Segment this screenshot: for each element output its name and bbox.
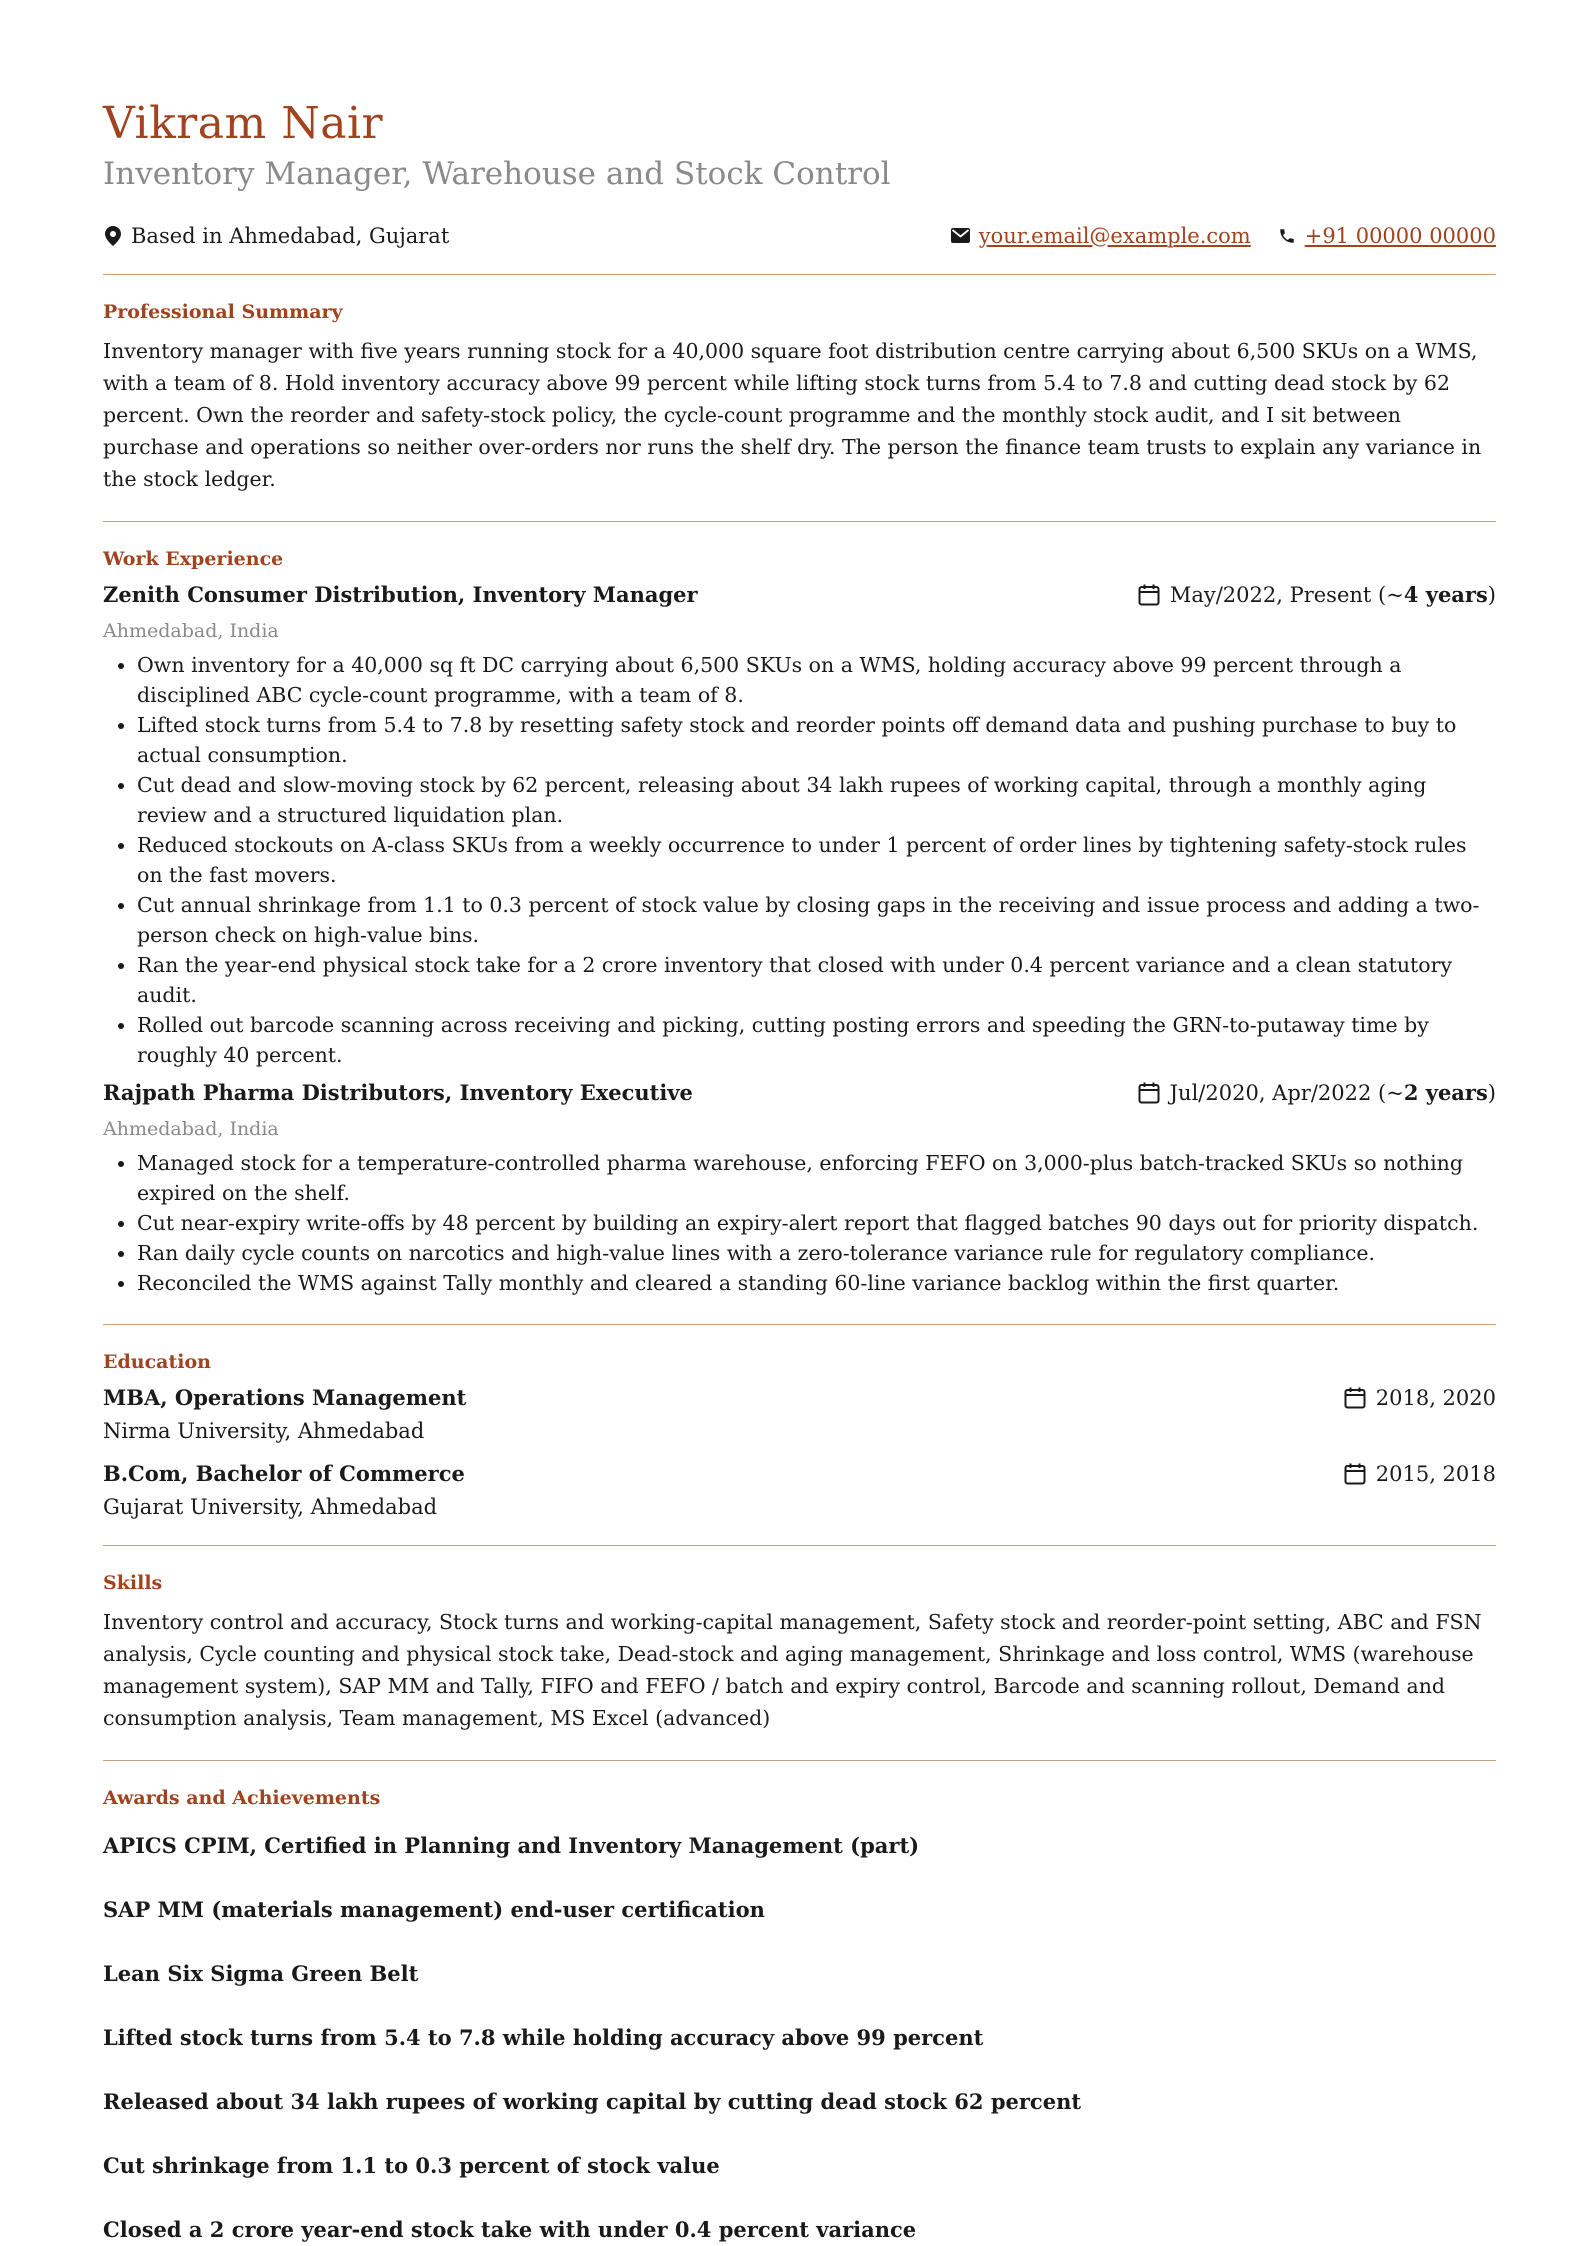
education-dates: 2018, 2020	[1342, 1385, 1496, 1411]
job-location: Ahmedabad, India	[103, 619, 279, 642]
map-pin-icon	[103, 226, 123, 246]
list-item: • Managed stock for a temperature-controlled pharma warehouse, enforcing FEFO on 3,000-plus batch-tracked SKUs so nothing expired on the shelf.	[137, 1148, 1496, 1208]
section-divider	[103, 1760, 1496, 1761]
award-item: Lifted stock turns from 5.4 to 7.8 while holding accuracy above 99 percent	[103, 2024, 984, 2050]
list-item: • Cut near-expiry write-offs by 48 percent by building an expiry-alert report that flagged batches 90 days out for priority dispatch.	[137, 1208, 1496, 1238]
phone-icon	[1277, 226, 1297, 246]
job-company: Zenith Consumer Distribution	[103, 582, 458, 608]
awards-section	[103, 1787, 1496, 2243]
email-item	[951, 224, 1251, 248]
awards-heading: Awards and Achievements	[103, 1786, 381, 1809]
phone-link[interactable]: +91 00000 00000	[1304, 223, 1496, 248]
email-link[interactable]: your.email@example.com	[978, 223, 1251, 248]
job-bullets	[103, 650, 1496, 1070]
section-divider	[103, 521, 1496, 522]
contact-row	[103, 224, 1496, 248]
award-item: Closed a 2 crore year-end stock take with under 0.4 percent variance	[103, 2216, 917, 2242]
phone-item	[1277, 224, 1496, 248]
job-duration: 2 years	[1403, 1080, 1488, 1106]
education-dates: 2015, 2018	[1342, 1461, 1496, 1487]
award-item: Cut shrinkage from 1.1 to 0.3 percent of stock value	[103, 2152, 720, 2178]
summary-section	[103, 301, 1496, 495]
job-date-range: May/2022, Present (~	[1169, 582, 1404, 607]
list-item: • Reconciled the WMS against Tally monthly and cleared a standing 60-line variance backlog within the first quarter.	[137, 1268, 1496, 1298]
education-degree: B.Com, Bachelor of Commerce	[103, 1461, 465, 1487]
summary-heading: Professional Summary	[103, 300, 343, 323]
candidate-name: Vikram Nair	[103, 98, 384, 149]
job-role: Inventory Executive	[459, 1080, 693, 1106]
education-entry	[103, 1385, 1496, 1443]
job-header: Rajpath Pharma Distributors, Inventory Executive Jul/2020, Apr/2022 (~ 2 years )	[103, 1080, 1496, 1106]
list-item: • Cut dead and slow-moving stock by 62 percent, releasing about 34 lakh rupees of working capital, through a monthly aging review and a structured liquidation plan.	[137, 770, 1496, 830]
contact-links	[925, 224, 1496, 248]
experience-section	[103, 548, 1496, 1298]
envelope-icon	[951, 226, 971, 246]
list-item: • Reduced stockouts on A-class SKUs from a weekly occurrence to under 1 percent of order lines by tightening safety-stock rules on the fast movers.	[137, 830, 1496, 890]
award-item: Lean Six Sigma Green Belt	[103, 1960, 419, 1986]
summary-text: Inventory manager with five years running stock for a 40,000 square foot distribution centre carrying about 6,500 SKUs on a WMS, with a team of 8. Hold inventory accuracy above 99 percent while lifting stock turns from 5.4 to 7.8 and cutting dead stock by 62 percent. Own the reorder and safety-stock policy, the cycle-count programme and the monthly stock audit, and I sit between purchase and operations so neither over-orders nor runs the shelf dry. The person the finance team trusts to explain any variance in the stock ledger.	[103, 338, 1482, 491]
location-info	[103, 224, 449, 248]
skills-section	[103, 1572, 1496, 1734]
job-entry	[103, 582, 1496, 1070]
section-divider	[103, 274, 1496, 275]
job-dates: May/2022, Present (~ 4 years )	[1136, 582, 1496, 608]
award-item: Released about 34 lakh rupees of working capital by cutting dead stock 62 percent	[103, 2088, 1082, 2114]
list-item: • Cut annual shrinkage from 1.1 to 0.3 percent of stock value by closing gaps in the receiving and issue process and adding a two-person check on high-value bins.	[137, 890, 1496, 950]
education-degree: MBA, Operations Management	[103, 1385, 467, 1411]
section-divider	[103, 1324, 1496, 1325]
skills-heading: Skills	[103, 1571, 163, 1594]
list-item: • Rolled out barcode scanning across receiving and picking, cutting posting errors and speeding the GRN-to-putaway time by roughly 40 percent.	[137, 1010, 1496, 1070]
education-school: Gujarat University, Ahmedabad	[103, 1494, 438, 1519]
list-item: • Ran the year-end physical stock take for a 2 crore inventory that closed with under 0.4 percent variance and a clean statutory audit.	[137, 950, 1496, 1010]
location-text: Based in Ahmedabad, Gujarat	[131, 223, 450, 248]
education-section	[103, 1351, 1496, 1519]
job-dates: Jul/2020, Apr/2022 (~ 2 years )	[1136, 1080, 1496, 1106]
candidate-headline: Inventory Manager, Warehouse and Stock Control	[103, 156, 891, 193]
education-heading: Education	[103, 1350, 211, 1373]
calendar-icon	[1136, 1080, 1162, 1106]
job-entry	[103, 1080, 1496, 1298]
job-date-range: Jul/2020, Apr/2022 (~	[1169, 1080, 1404, 1105]
job-location: Ahmedabad, India	[103, 1117, 279, 1140]
list-item: • Own inventory for a 40,000 sq ft DC carrying about 6,500 SKUs on a WMS, holding accuracy above 99 percent through a disciplined ABC cycle-count programme, with a team of 8.	[137, 650, 1496, 710]
job-company: Rajpath Pharma Distributors	[103, 1080, 445, 1106]
award-item: SAP MM (materials management) end-user certification	[103, 1896, 765, 1922]
job-bullets	[103, 1148, 1496, 1298]
education-header	[103, 1461, 1496, 1487]
calendar-icon	[1136, 582, 1162, 608]
calendar-icon	[1342, 1461, 1368, 1487]
job-header: Zenith Consumer Distribution, Inventory Manager May/2022, Present (~ 4 years )	[103, 582, 1496, 608]
experience-heading: Work Experience	[103, 547, 284, 570]
job-duration: 4 years	[1403, 582, 1488, 608]
section-divider	[103, 1545, 1496, 1546]
list-item: • Ran daily cycle counts on narcotics and high-value lines with a zero-tolerance variance rule for regulatory compliance.	[137, 1238, 1496, 1268]
skills-text: Inventory control and accuracy, Stock turns and working-capital management, Safety stock and reorder-point setting, ABC and FSN analysis, Cycle counting and physical stock take, Dead-stock and aging management, Shrinkage and loss control, WMS (warehouse management system), SAP MM and Tally, FIFO and FEFO / batch and expiry control, Barcode and scanning rollout, Demand and consumption analysis, Team management, MS Excel (advanced)	[103, 1609, 1482, 1730]
calendar-icon	[1342, 1385, 1368, 1411]
education-school: Nirma University, Ahmedabad	[103, 1418, 425, 1443]
job-role: Inventory Manager	[472, 582, 698, 608]
education-header	[103, 1385, 1496, 1411]
education-entry	[103, 1461, 1496, 1519]
award-item: APICS CPIM, Certified in Planning and Inventory Management (part)	[103, 1832, 920, 1858]
list-item: • Lifted stock turns from 5.4 to 7.8 by resetting safety stock and reorder points off demand data and pushing purchase to buy to actual consumption.	[137, 710, 1496, 770]
